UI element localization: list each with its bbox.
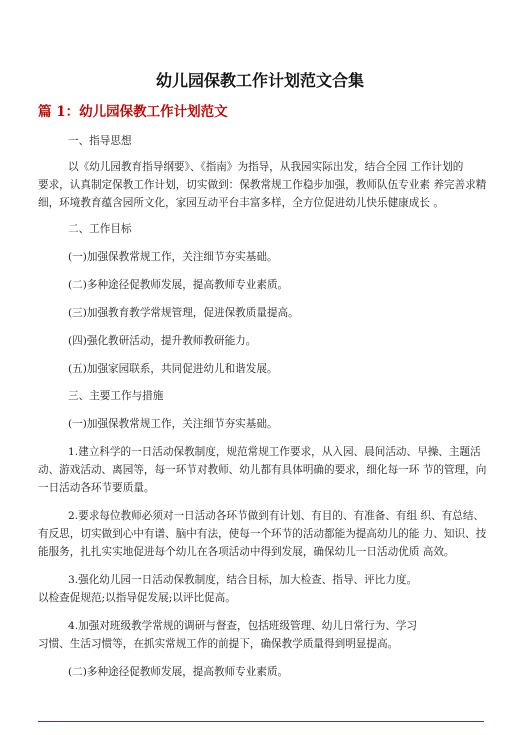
paragraph-line: 以《幼儿园教育指导纲要》、《指南》为指导，从我园实际出发，结合全园 工作计划的 <box>68 161 464 173</box>
list-item: (二)多种途径促教师发展，提高教师专业素质。 <box>68 279 289 291</box>
paragraph-line: 能服务，扎扎实实地促进每个幼儿在各项活动中得到发展，确保幼儿一日活动优质 高效。 <box>38 546 455 558</box>
paragraph-line: 1.建立科学的一日活动保教制度，规范常规工作要求，从入园、晨间活动、早操、主题活 <box>68 446 481 458</box>
list-item: (一)加强保教常规工作，关注细节夯实基础。 <box>68 418 278 430</box>
list-item: (三)加强教育教学常规管理，促进保教质量提高。 <box>68 307 299 319</box>
paragraph-line: 3.强化幼儿园一日活动保教制度，结合目标，加大检查、指导、评比力度。 <box>68 574 418 586</box>
paragraph-line: 一日活动各环节要质量。 <box>38 482 155 494</box>
paragraph-line: 习惯、生活习惯等，在抓实常规工作的前提下，确保教学质量得到明显提高。 <box>38 638 399 650</box>
paragraph-line: 细，环境教育蕴含园所文化，家园互动平台丰富多样，全方位促进幼儿快乐健康成长 。 <box>38 197 444 209</box>
paragraph-line: 要求，认真制定保教工作计划，切实做到：保教常规工作稳步加强，教师队伍专业素 养完善求精 <box>38 179 487 191</box>
section-heading: 二、工作目标 <box>68 223 132 235</box>
paragraph-line: 2.要求每位教师必须对一日活动各环节做到有计划、有目的、有准备、有组 织、有总结、 <box>68 510 485 522</box>
paragraph-line: 以检查促规范;以指导促发展;以评比促高。 <box>38 592 236 604</box>
footer-divider <box>38 721 484 722</box>
section-heading: 三、主要工作与措施 <box>68 390 164 402</box>
paragraph-line: 有反思，切实做到心中有谱、脑中有法，使每一个环节的活动都能为提高幼儿的能 力、知识、技 <box>38 528 487 540</box>
paragraph-line: 动、游戏活动、离园等，每一环节对教师、幼儿都有具体明确的要求，细化每一环 节的管理，向 <box>38 464 487 476</box>
section-heading: 一、指导思想 <box>68 135 132 147</box>
paragraph-line: 4.加强对班级教学常规的调研与督查，包括班级管理、幼儿日常行为、学习 <box>68 620 418 632</box>
list-item: (一)加强保教常规工作，关注细节夯实基础。 <box>68 251 278 263</box>
document-title: 幼儿园保教工作计划范文合集 <box>155 71 364 90</box>
list-item: (二)多种途径促教师发展，提高教师专业素质。 <box>68 666 289 678</box>
list-item: (五)加强家园联系，共同促进幼儿和谐发展。 <box>68 363 278 375</box>
article-title: 篇 1：幼儿园保教工作计划范文 <box>38 104 228 120</box>
list-item: (四)强化教研活动，提升教师教研能力。 <box>68 335 257 347</box>
